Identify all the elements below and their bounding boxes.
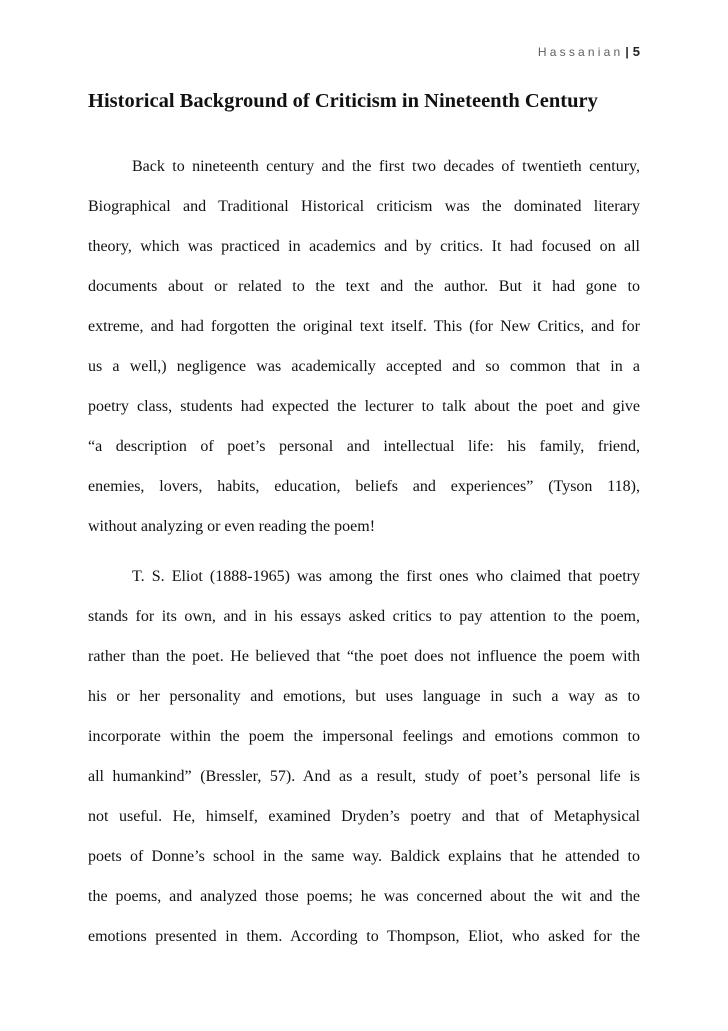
text-line: without analyzing or even reading the poem! xyxy=(88,518,376,535)
text-line: enemies, lovers, habits, education, beliefs and experiences” (Tyson 118), xyxy=(88,478,640,495)
header-author: Hassanian xyxy=(537,44,624,59)
text-line: the poems, and analyzed those poems; he was concerned about the wit and the xyxy=(88,888,640,905)
section-heading: Historical Background of Criticism in Nineteenth Century xyxy=(88,90,598,112)
running-header xyxy=(538,44,640,59)
text-line: rather than the poet. He believed that “the poet does not influence the poem with xyxy=(88,648,640,665)
text-line: poets of Donne’s school in the same way. Baldick explains that he attended to xyxy=(88,848,640,865)
page-number: 5 xyxy=(632,44,640,59)
text-line: theory, which was practiced in academics and by critics. It had focused on all xyxy=(88,238,640,255)
text-line: Biographical and Traditional Historical criticism was the dominated literary xyxy=(88,198,640,215)
text-line: us a well,) negligence was academically accepted and so common that in a xyxy=(88,358,640,375)
text-line: his or her personality and emotions, but uses language in such a way as to xyxy=(88,688,640,705)
paragraph-spacer xyxy=(88,547,640,557)
text-line: T. S. Eliot (1888-1965) was among the first ones who claimed that poetry xyxy=(132,568,640,585)
text-line: “a description of poet’s personal and intellectual life: his family, friend, xyxy=(88,438,640,455)
text-line: poetry class, students had expected the lecturer to talk about the poet and give xyxy=(88,398,640,415)
body-text xyxy=(88,147,640,957)
text-line: emotions presented in them. According to Thompson, Eliot, who asked for the xyxy=(88,928,640,945)
text-line: all humankind” (Bressler, 57). And as a result, study of poet’s personal life is xyxy=(88,768,640,785)
text-line: documents about or related to the text and the author. But it had gone to xyxy=(88,278,640,295)
text-line: stands for its own, and in his essays asked critics to pay attention to the poem, xyxy=(88,608,640,625)
text-line: extreme, and had forgotten the original text itself. This (for New Critics, and for xyxy=(88,318,640,335)
text-line: Back to nineteenth century and the first two decades of twentieth century, xyxy=(132,158,640,175)
paragraph-2 xyxy=(88,557,640,957)
paragraph-1 xyxy=(88,147,640,547)
text-line: not useful. He, himself, examined Dryden’s poetry and that of Metaphysical xyxy=(88,808,640,825)
header-separator: | xyxy=(625,44,629,59)
text-line: incorporate within the poem the impersonal feelings and emotions common to xyxy=(88,728,640,745)
